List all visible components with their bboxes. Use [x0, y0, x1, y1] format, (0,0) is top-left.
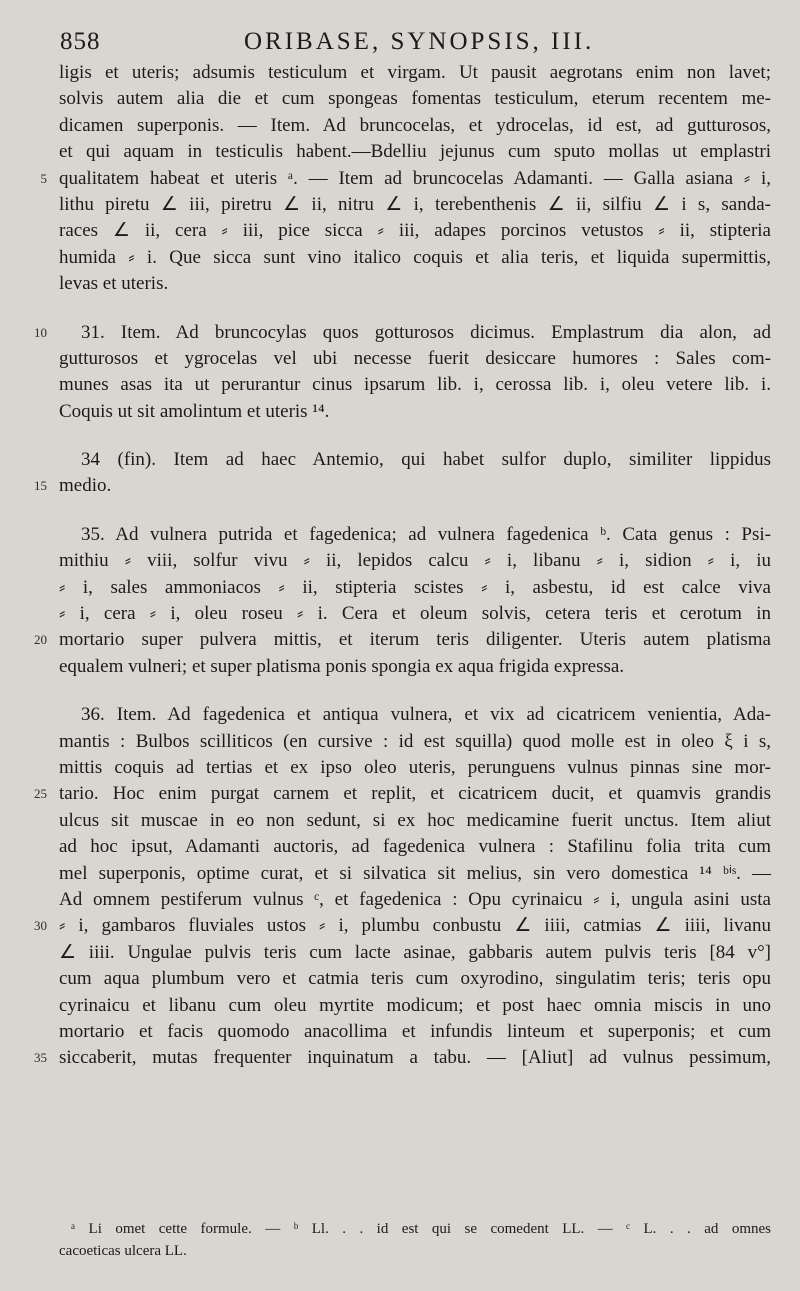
line-number: 20: [34, 632, 47, 648]
text-line: [59, 601, 771, 627]
line-text: 35. Ad vulnera putrida et fagedenica; ad vulnera fagedenica ᵇ. Cata genus : Psi-: [81, 523, 771, 545]
text-line: [59, 966, 771, 992]
text-line: [59, 245, 771, 271]
text-line: [59, 113, 771, 139]
line-text: mittis coquis ad tertias et ex ipso oleo uteris, perunguens vulnus pinnas sine mor-: [59, 756, 771, 778]
line-number: 25: [34, 786, 47, 802]
text-line: [59, 271, 771, 297]
footnote-line: cacoeticas ulcera LL.: [59, 1243, 187, 1259]
paragraph-gap: [59, 500, 771, 522]
line-number: 30: [34, 918, 47, 934]
line-text: mel superponis, optime curat, et si silvatica sit melius, sin vero domestica ¹⁴ ᵇⁱˢ. —: [59, 862, 771, 884]
running-head: ORIBASE, SYNOPSIS, III.: [244, 28, 595, 55]
line-number: 15: [34, 478, 47, 494]
line-number: 10: [34, 324, 47, 340]
text-line: [59, 372, 771, 398]
text-line: [59, 548, 771, 574]
line-text: qualitatem habeat et uteris ᵃ. — Item ad bruncocelas Adamanti. — Galla asiana ⸗ i,: [59, 167, 771, 189]
line-text: 31. Item. Ad bruncocylas quos gotturosos dicimus. Emplastrum dia alon, ad: [81, 321, 771, 343]
line-text: mortario super pulvera mittis, et iterum teris diligenter. Uteris autem platisma: [59, 629, 771, 651]
text-line: [59, 522, 771, 548]
body-text: [34, 60, 771, 1072]
line-text: ⸗ i, cera ⸗ i, oleu roseu ⸗ i. Cera et oleum solvis, cetera teris et cerotum in: [59, 603, 771, 625]
line-text: 36. Item. Ad fagedenica et antiqua vulnera, et vix ad cicatricem venientia, Ada-: [81, 704, 771, 726]
line-number: 35: [34, 1050, 47, 1066]
line-text: ∠ iiii. Ungulae pulvis teris cum lacte asinae, gabbaris autem pulvis teris [84 v°]: [59, 941, 771, 963]
line-text: gutturosos et ygrocelas vel ubi necesse fuerit desiccare humores : Sales com-: [59, 347, 771, 369]
line-text: ad hoc ipsut, Adamanti auctoris, ad fagedenica vulnera : Stafilinu folia trita cum: [59, 836, 771, 858]
footnote-line: ᵃ Li omet cette formule. — ᵇ Ll. . . id est qui se comedent LL. — ᶜ L. . . ad omnes: [71, 1221, 771, 1237]
line-text: mithiu ⸗ viii, solfur vivu ⸗ ii, lepidos calcu ⸗ i, libanu ⸗ i, sidion ⸗ i, iu: [59, 550, 771, 572]
line-text: medio.: [59, 475, 112, 497]
text-line: [59, 86, 771, 112]
line-text: lithu piretu ∠ iii, piretru ∠ ii, nitru ∠ i, terebenthenis ∠ ii, silfiu ∠ i s, sanda-: [59, 193, 771, 215]
line-text: cum aqua plumbum vero et catmia teris cum oxyrodino, singulatim teris; teris opu: [59, 968, 771, 990]
line-text: mantis : Bulbos scilliticos (en cursive : id est squilla) quod molle est in oleo ξ i s,: [59, 730, 771, 752]
line-text: equalem vulneri; et super platisma ponis spongia ex aqua frigida expressa.: [59, 655, 625, 677]
text-line: [34, 473, 771, 499]
text-line: [59, 755, 771, 781]
paragraph-gap: [59, 298, 771, 320]
text-line: [59, 399, 771, 425]
line-text: cyrinaicu et libanu cum oleu myrtite modicum; et post haec omnia miscis in uno: [59, 994, 771, 1016]
page-header: [56, 22, 756, 58]
text-line: [34, 1045, 771, 1071]
footnotes: [59, 1218, 771, 1262]
line-text: Coquis ut sit amolintum et uteris ¹⁴.: [59, 400, 330, 422]
line-number: 5: [40, 170, 47, 186]
text-line: [59, 447, 771, 473]
text-line: [59, 702, 771, 728]
line-text: tario. Hoc enim purgat carnem et replit, et cicatricem ducit, et quamvis grandis: [59, 783, 771, 805]
text-line: [59, 192, 771, 218]
line-text: solvis autem alia die et cum spongeas fomentas testiculum, eterum recentem me-: [59, 88, 771, 110]
line-text: ⸗ i, gambaros fluviales ustos ⸗ i, plumbu conbustu ∠ iiii, catmias ∠ iiii, livanu: [59, 915, 771, 937]
line-text: et qui aquam in testiculis habent.—Bdelliu jejunus cum sputo mollas ut emplastri: [59, 141, 771, 163]
text-line: [59, 940, 771, 966]
line-text: 34 (fin). Item ad haec Antemio, qui habet sulfor duplo, similiter lippidus: [81, 449, 771, 471]
paragraph-gap: [59, 425, 771, 447]
text-line: [59, 218, 771, 244]
line-text: levas et uteris.: [59, 273, 169, 295]
text-line: [34, 913, 771, 939]
text-line: [34, 781, 771, 807]
text-line: [59, 139, 771, 165]
text-line: [40, 166, 771, 192]
line-text: ulcus sit muscae in eo non sedunt, si ex hoc medicamine fuerit unctus. Item aliut: [59, 809, 771, 831]
text-line: [59, 60, 771, 86]
line-text: munes asas ita ut perurantur cinus ipsarum lib. i, cerossa lib. i, oleu vetere lib. i.: [59, 374, 771, 396]
line-text: Ad omnem pestiferum vulnus ᶜ, et fagedenica : Opu cyrinaicu ⸗ i, ungula asini usta: [59, 888, 771, 910]
text-line: [59, 575, 771, 601]
text-line: [59, 861, 771, 887]
line-text: ⸗ i, sales ammoniacos ⸗ ii, stipteria scistes ⸗ i, asbestu, id est calce viva: [59, 576, 771, 598]
line-text: siccaberit, mutas frequenter inquinatum a tabu. — [Aliut] ad vulnus pessimum,: [59, 1047, 771, 1069]
line-text: humida ⸗ i. Que sicca sunt vino italico coquis et alia teris, et liquida supermittis,: [59, 246, 771, 268]
text-line: [59, 346, 771, 372]
line-text: mortario et facis quomodo anacollima et infundis linteum et superponis; et cum: [59, 1020, 771, 1042]
page-number: 858: [60, 28, 101, 55]
text-line: [59, 993, 771, 1019]
text-line: [59, 654, 771, 680]
paragraph-gap: [59, 680, 771, 702]
text-line: [59, 729, 771, 755]
line-text: dicamen superponis. — Item. Ad bruncocelas, et ydrocelas, id est, ad gutturosos,: [59, 114, 771, 136]
text-line: [59, 887, 771, 913]
line-text: races ∠ ii, cera ⸗ iii, pice sicca ⸗ iii, adapes porcinos vetustos ⸗ ii, stipteria: [59, 220, 771, 242]
text-line: [34, 627, 771, 653]
text-line: [59, 834, 771, 860]
text-line: [59, 808, 771, 834]
text-line: [59, 1019, 771, 1045]
text-line: [34, 320, 771, 346]
line-text: ligis et uteris; adsumis testiculum et virgam. Ut pausit aegrotans enim non lavet;: [59, 62, 771, 83]
